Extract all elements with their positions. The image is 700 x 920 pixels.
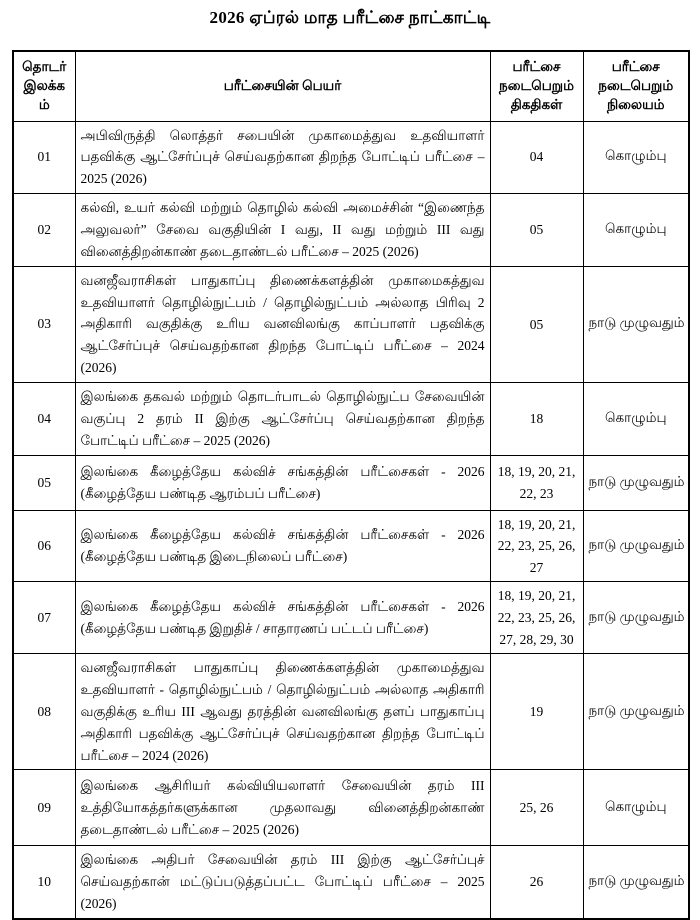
page-title: 2026 ஏப்ரல் மாத பரீட்சை நாட்காட்டி [209, 8, 491, 27]
exam-dates-cell: 18, 19, 20, 21, 22, 23, 25, 26, 27, 28, 29, 30 [490, 582, 583, 654]
table-row [13, 582, 689, 654]
exam-name-cell: கல்வி, உயர் கல்வி மற்றும் தொழில் கல்வி அமைச்சின் “இணைந்த அலுவலர்” சேவை வகுதியின் I வது, II வது மற்றும் III வது வினைத்திறன்காண் தடைதாண்டல் பரீட்சை – 2025 (2026) [75, 194, 490, 267]
serial-cell: 01 [13, 121, 75, 194]
exam-venue-cell: நாடு முழுவதும் [583, 846, 689, 919]
exam-venue-cell: நாடு முழுவதும் [583, 510, 689, 582]
exam-calendar-table [12, 50, 690, 920]
exam-name-cell: இலங்கை அதிபர் சேவையின் தரம் III இற்கு ஆட்சேர்ப்புச் செய்வதற்கான் மட்டுப்படுத்தப்பட்ட போட்டிப் பரீட்சை – 2025 (2026) [75, 846, 490, 919]
header-exam-name: பரீட்சையின் பெயர் [75, 51, 490, 121]
exam-venue-cell: நாடு முழுவதும் [583, 455, 689, 510]
table-row [13, 194, 689, 267]
exam-venue-cell: நாடு முழுவதும் [583, 582, 689, 654]
document-page [0, 8, 700, 912]
exam-name-cell: இலங்கை கீழைத்தேய கல்விச் சங்கத்தின் பரீட்சைகள் - 2026 (கீழைத்தேய பண்டித இறுதிச் / சாதாரணப் பட்டப் பரீட்சை) [75, 582, 490, 654]
exam-venue-cell: நாடு முழுவதும் [583, 654, 689, 770]
exam-name-cell: அபிவிருத்தி லொத்தர் சபையின் முகாமைத்துவ உதவியாளர் பதவிக்கு ஆட்சேர்ப்புச் செய்வதற்கான திறந்த போட்டிப் பரீட்சை – 2025 (2026) [75, 121, 490, 194]
serial-cell: 04 [13, 382, 75, 455]
serial-cell: 09 [13, 770, 75, 846]
serial-cell: 07 [13, 582, 75, 654]
table-row [13, 510, 689, 582]
exam-name-cell: வனஜீவராசிகள் பாதுகாப்பு திணைக்களத்தின் முகாமைகத்துவ உதவியாளர் தொழில்நுட்பம் / தொழில்நுட்பம் அல்லாத பிரிவு 2 அதிகாரி வகுதிக்கு உரிய வனவிலங்கு காப்பாளர் பதவிக்கு ஆட்சேர்ப்புச் செய்வதற்கான திறந்த போட்டிப் பரீட்சை – 2024 (2026) [75, 266, 490, 382]
table-row [13, 846, 689, 919]
exam-venue-cell: கொழும்பு [583, 770, 689, 846]
table-row [13, 121, 689, 194]
exam-dates-cell: 04 [490, 121, 583, 194]
exam-dates-cell: 05 [490, 194, 583, 267]
exam-name-cell: வனஜீவராசிகள் பாதுகாப்பு திணைக்களத்தின் முகாமைத்துவ உதவியாளர் - தொழில்நுட்பம் / தொழில்நுட்பம் அல்லாத அதிகாரி வகுதிக்கு உரிய III ஆவது தரத்தின் வனவிலங்கு தளப் பாதுகாப்பு அதிகாரி பதவிக்கு ஆட்சேர்ப்புச் செய்வதற்கான திறந்த போட்டிப் பரீட்சை – 2024 (2026) [75, 654, 490, 770]
header-exam-dates: பரீட்சை நடைபெறும் திகதிகள் [490, 51, 583, 121]
exam-venue-cell: கொழும்பு [583, 194, 689, 267]
table-row [13, 266, 689, 382]
exam-dates-cell: 26 [490, 846, 583, 919]
exam-venue-cell: கொழும்பு [583, 121, 689, 194]
exam-venue-cell: கொழும்பு [583, 382, 689, 455]
serial-cell: 08 [13, 654, 75, 770]
serial-cell: 02 [13, 194, 75, 267]
serial-cell: 05 [13, 455, 75, 510]
exam-dates-cell: 05 [490, 266, 583, 382]
table-row [13, 770, 689, 846]
exam-dates-cell: 18, 19, 20, 21, 22, 23 [490, 455, 583, 510]
exam-name-cell: இலங்கை தகவல் மற்றும் தொடர்பாடல் தொழில்நுட்ப சேவையின் வகுப்பு 2 தரம் II இற்கு ஆட்சேர்ப்பு செய்வதற்கான திறந்த போட்டிப் பரீட்சை – 2025 (2026) [75, 382, 490, 455]
table-row [13, 654, 689, 770]
exam-dates-cell: 19 [490, 654, 583, 770]
exam-name-cell: இலங்கை ஆசிரியர் கல்வியியலாளர் சேவையின் தரம் III உத்தியோகத்தர்களுக்கான முதலாவது வினைத்திறன்காண் தடைதாண்டல் பரீட்சை – 2025 (2026) [75, 770, 490, 846]
table-row [13, 382, 689, 455]
header-exam-venue: பரீட்சை நடைபெறும் நிலையம் [583, 51, 689, 121]
serial-cell: 06 [13, 510, 75, 582]
serial-cell: 10 [13, 846, 75, 919]
header-serial-number: தொடர் இலக்கம் [13, 51, 75, 121]
exam-dates-cell: 25, 26 [490, 770, 583, 846]
serial-cell: 03 [13, 266, 75, 382]
exam-dates-cell: 18, 19, 20, 21, 22, 23, 25, 26, 27 [490, 510, 583, 582]
exam-venue-cell: நாடு முழுவதும் [583, 266, 689, 382]
exam-name-cell: இலங்கை கீழைத்தேய கல்விச் சங்கத்தின் பரீட்சைகள் - 2026 (கீழைத்தேய பண்டித இடைநிலைப் பரீட்சை) [75, 510, 490, 582]
table-row [13, 455, 689, 510]
exam-dates-cell: 18 [490, 382, 583, 455]
exam-name-cell: இலங்கை கீழைத்தேய கல்விச் சங்கத்தின் பரீட்சைகள் - 2026 (கீழைத்தேய பண்டித ஆரம்பப் பரீட்சை) [75, 455, 490, 510]
table-header-row [13, 51, 689, 121]
